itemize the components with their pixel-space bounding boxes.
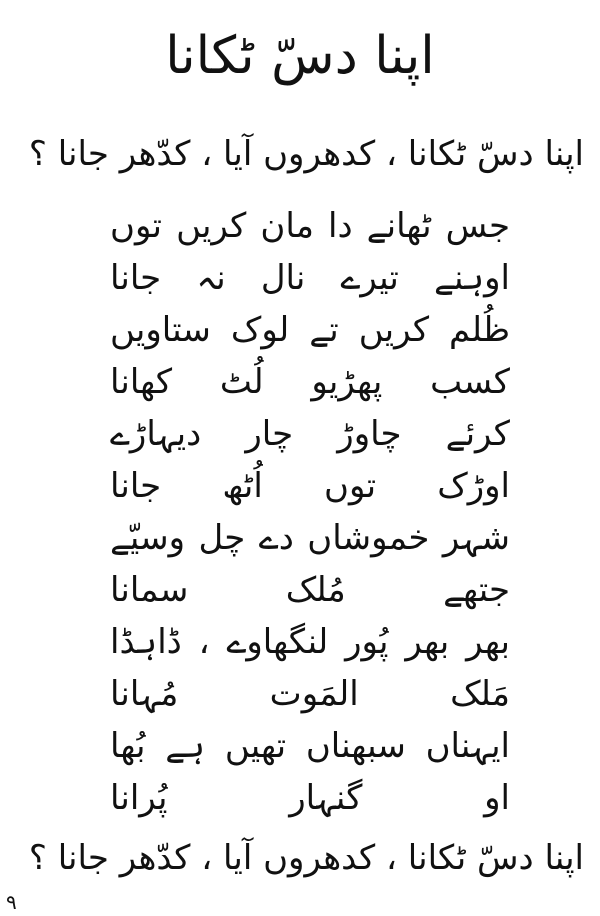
poem-stanza <box>110 200 510 824</box>
poem-line-11: ایہناں سبھناں تھیں ہے بُھا <box>110 726 510 766</box>
poem-line-5: کرئے چاوڑ چار دیہاڑے <box>110 414 510 454</box>
poem-line-7: شہر خموشاں دے چل وسیّے <box>110 518 510 558</box>
poem-line-6: اوڑک توں اُٹھ جانا <box>110 466 510 506</box>
poem-line-1: جس ٹھانے دا مان کریں توں <box>110 206 510 246</box>
poem-line-9: بھر بھر پُور لنگھاوے ، ڈاہڈا <box>110 622 510 662</box>
poem-line-4: کسب پھڑیو لُٹ کھانا <box>110 362 510 402</box>
poem-line-8: جتھے مُلک سمانا <box>110 570 510 610</box>
poem-line-2: اوہنے تیرے نال نہ جانا <box>110 258 510 298</box>
poem-title: اپنا دسّ ٹکانا <box>165 26 435 86</box>
refrain-bottom: اپنا دسّ ٹکانا ، کدھروں آیا ، کدّھر جانا ؟ <box>28 838 584 878</box>
page-number: ۹ <box>6 890 17 914</box>
poem-line-3: ظُلم کریں تے لوک ستاویں <box>110 310 510 350</box>
refrain-top: اپنا دسّ ٹکانا ، کدھروں آیا ، کدّھر جانا ؟ <box>28 134 584 174</box>
poem-line-10: مَلک المَوت مُہانا <box>110 674 510 714</box>
poem-line-12: او گنہار پُرانا <box>110 778 510 818</box>
